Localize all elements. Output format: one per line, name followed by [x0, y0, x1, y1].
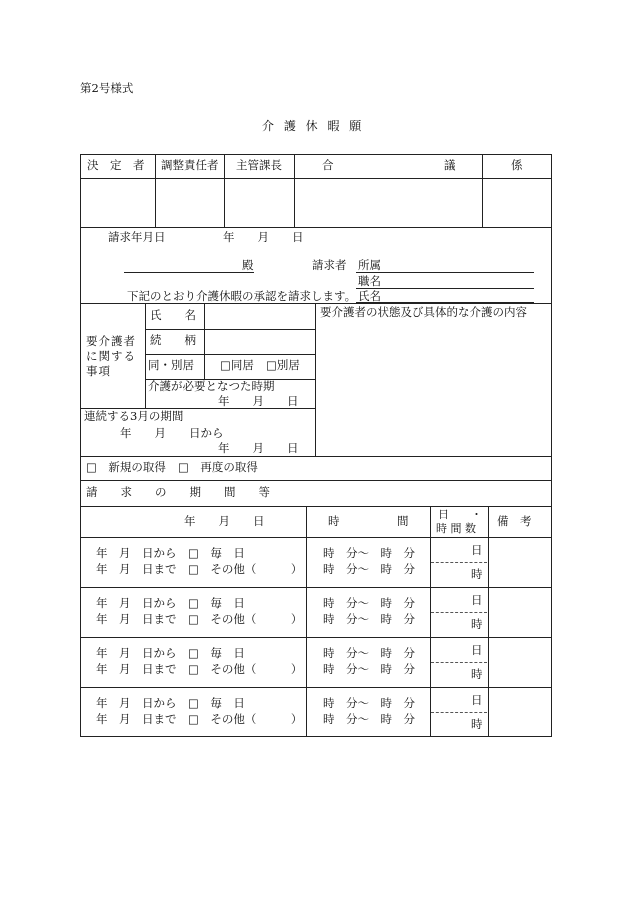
- col-date-header: 年 月 日: [184, 514, 265, 528]
- row1-remarks[interactable]: [489, 538, 551, 586]
- approval-staff-seal[interactable]: [483, 179, 551, 226]
- need-since-date[interactable]: 年 月 日: [218, 394, 299, 408]
- period-label: 連続する3月の期間: [84, 409, 184, 423]
- period-to[interactable]: 年 月 日: [218, 441, 299, 455]
- col-days-header-2: 時 間 数: [436, 522, 476, 535]
- approval-staff-header: 係: [511, 158, 523, 172]
- col-time-header: 時 間: [328, 514, 409, 528]
- row1-time-2[interactable]: 時 分～ 時 分: [323, 562, 415, 576]
- row3-date-to[interactable]: 年 月 日まで □ その他（ ）: [96, 662, 303, 676]
- approval-consult-header-b: 議: [444, 158, 456, 172]
- row3-day-unit[interactable]: 日: [471, 643, 483, 657]
- separate-checkbox[interactable]: □別居: [266, 358, 300, 372]
- condition-label: 要介護者の状態及び具体的な介護の内容: [320, 305, 527, 319]
- care-section-label-3: 事項: [86, 364, 111, 378]
- relation-field[interactable]: [205, 330, 314, 353]
- row2-date-from[interactable]: 年 月 日から □ 毎 日: [96, 596, 245, 610]
- row4-date-to[interactable]: 年 月 日まで □ その他（ ）: [96, 712, 303, 726]
- row2-date-to[interactable]: 年 月 日まで □ その他（ ）: [96, 612, 303, 626]
- approval-consult-seal[interactable]: [295, 179, 481, 226]
- row1-hour-unit[interactable]: 時: [471, 567, 483, 581]
- period-from[interactable]: 年 月 日から: [120, 426, 224, 440]
- addressee-line[interactable]: [124, 272, 254, 273]
- row1-date-from[interactable]: 年 月 日から □ 毎 日: [96, 546, 245, 560]
- row4-date-from[interactable]: 年 月 日から □ 毎 日: [96, 696, 245, 710]
- row4-remarks[interactable]: [489, 688, 551, 736]
- row1-day-unit[interactable]: 日: [471, 543, 483, 557]
- row4-time-1[interactable]: 時 分～ 時 分: [323, 696, 415, 710]
- job-title-field[interactable]: [356, 288, 534, 289]
- row4-hour-unit[interactable]: 時: [471, 717, 483, 731]
- need-since-label: 介護が必要となつた時期: [148, 379, 275, 393]
- request-statement: 下記のとおり介護休暇の承認を請求します。: [127, 289, 357, 303]
- care-section-label-2: に関する: [86, 349, 136, 363]
- cohabit-checkbox[interactable]: □同居: [220, 358, 254, 372]
- recipient-name-label: 氏 名: [150, 308, 196, 322]
- row3-hour-unit[interactable]: 時: [471, 667, 483, 681]
- row4-time-2[interactable]: 時 分～ 時 分: [323, 712, 415, 726]
- approval-consult-header-a: 合: [322, 158, 334, 172]
- again-acquisition-checkbox[interactable]: □ 再度の取得: [178, 460, 258, 474]
- affiliation-field[interactable]: [356, 272, 534, 273]
- col-days-header-1: 日 ・: [438, 508, 482, 521]
- row4-day-unit[interactable]: 日: [471, 693, 483, 707]
- approval-coordinator-header: 調整責任者: [161, 158, 219, 172]
- approval-manager-header: 主管課長: [236, 158, 282, 172]
- job-title-label: 職名: [358, 274, 381, 288]
- row3-time-1[interactable]: 時 分～ 時 分: [323, 646, 415, 660]
- row1-date-to[interactable]: 年 月 日まで □ その他（ ）: [96, 562, 303, 576]
- recipient-name-field[interactable]: [205, 304, 314, 328]
- row2-time-2[interactable]: 時 分～ 時 分: [323, 612, 415, 626]
- approval-decider-header: 決 定 者: [87, 158, 145, 172]
- approval-decider-seal[interactable]: [81, 179, 154, 226]
- cohabitation-label: 同・別居: [148, 358, 194, 372]
- row2-hour-unit[interactable]: 時: [471, 617, 483, 631]
- request-date[interactable]: 請求年月日 年 月 日: [108, 230, 304, 244]
- col-remarks-header: 備 考: [497, 514, 532, 528]
- affiliation-label: 所属: [358, 258, 381, 272]
- care-section-label-1: 要介護者: [86, 334, 136, 348]
- row2-remarks[interactable]: [489, 588, 551, 636]
- approval-coordinator-seal[interactable]: [156, 179, 223, 226]
- form-number: 第2号様式: [80, 81, 134, 95]
- row3-remarks[interactable]: [489, 638, 551, 686]
- addressee-suffix: 殿: [242, 258, 254, 272]
- row3-time-2[interactable]: 時 分～ 時 分: [323, 662, 415, 676]
- row1-time-1[interactable]: 時 分～ 時 分: [323, 546, 415, 560]
- new-acquisition-checkbox[interactable]: □ 新規の取得: [86, 460, 166, 474]
- row2-time-1[interactable]: 時 分～ 時 分: [323, 596, 415, 610]
- requester-label: 請求者: [312, 258, 347, 272]
- row2-day-unit[interactable]: 日: [471, 593, 483, 607]
- page-title: 介 護 休 暇 願: [262, 119, 365, 133]
- approval-manager-seal[interactable]: [225, 179, 293, 226]
- condition-field[interactable]: [316, 322, 551, 455]
- relation-label: 続 柄: [150, 333, 196, 347]
- requested-period-heading: 請 求 の 期 間 等: [86, 485, 270, 499]
- row3-date-from[interactable]: 年 月 日から □ 毎 日: [96, 646, 245, 660]
- name-label: 氏名: [358, 289, 381, 303]
